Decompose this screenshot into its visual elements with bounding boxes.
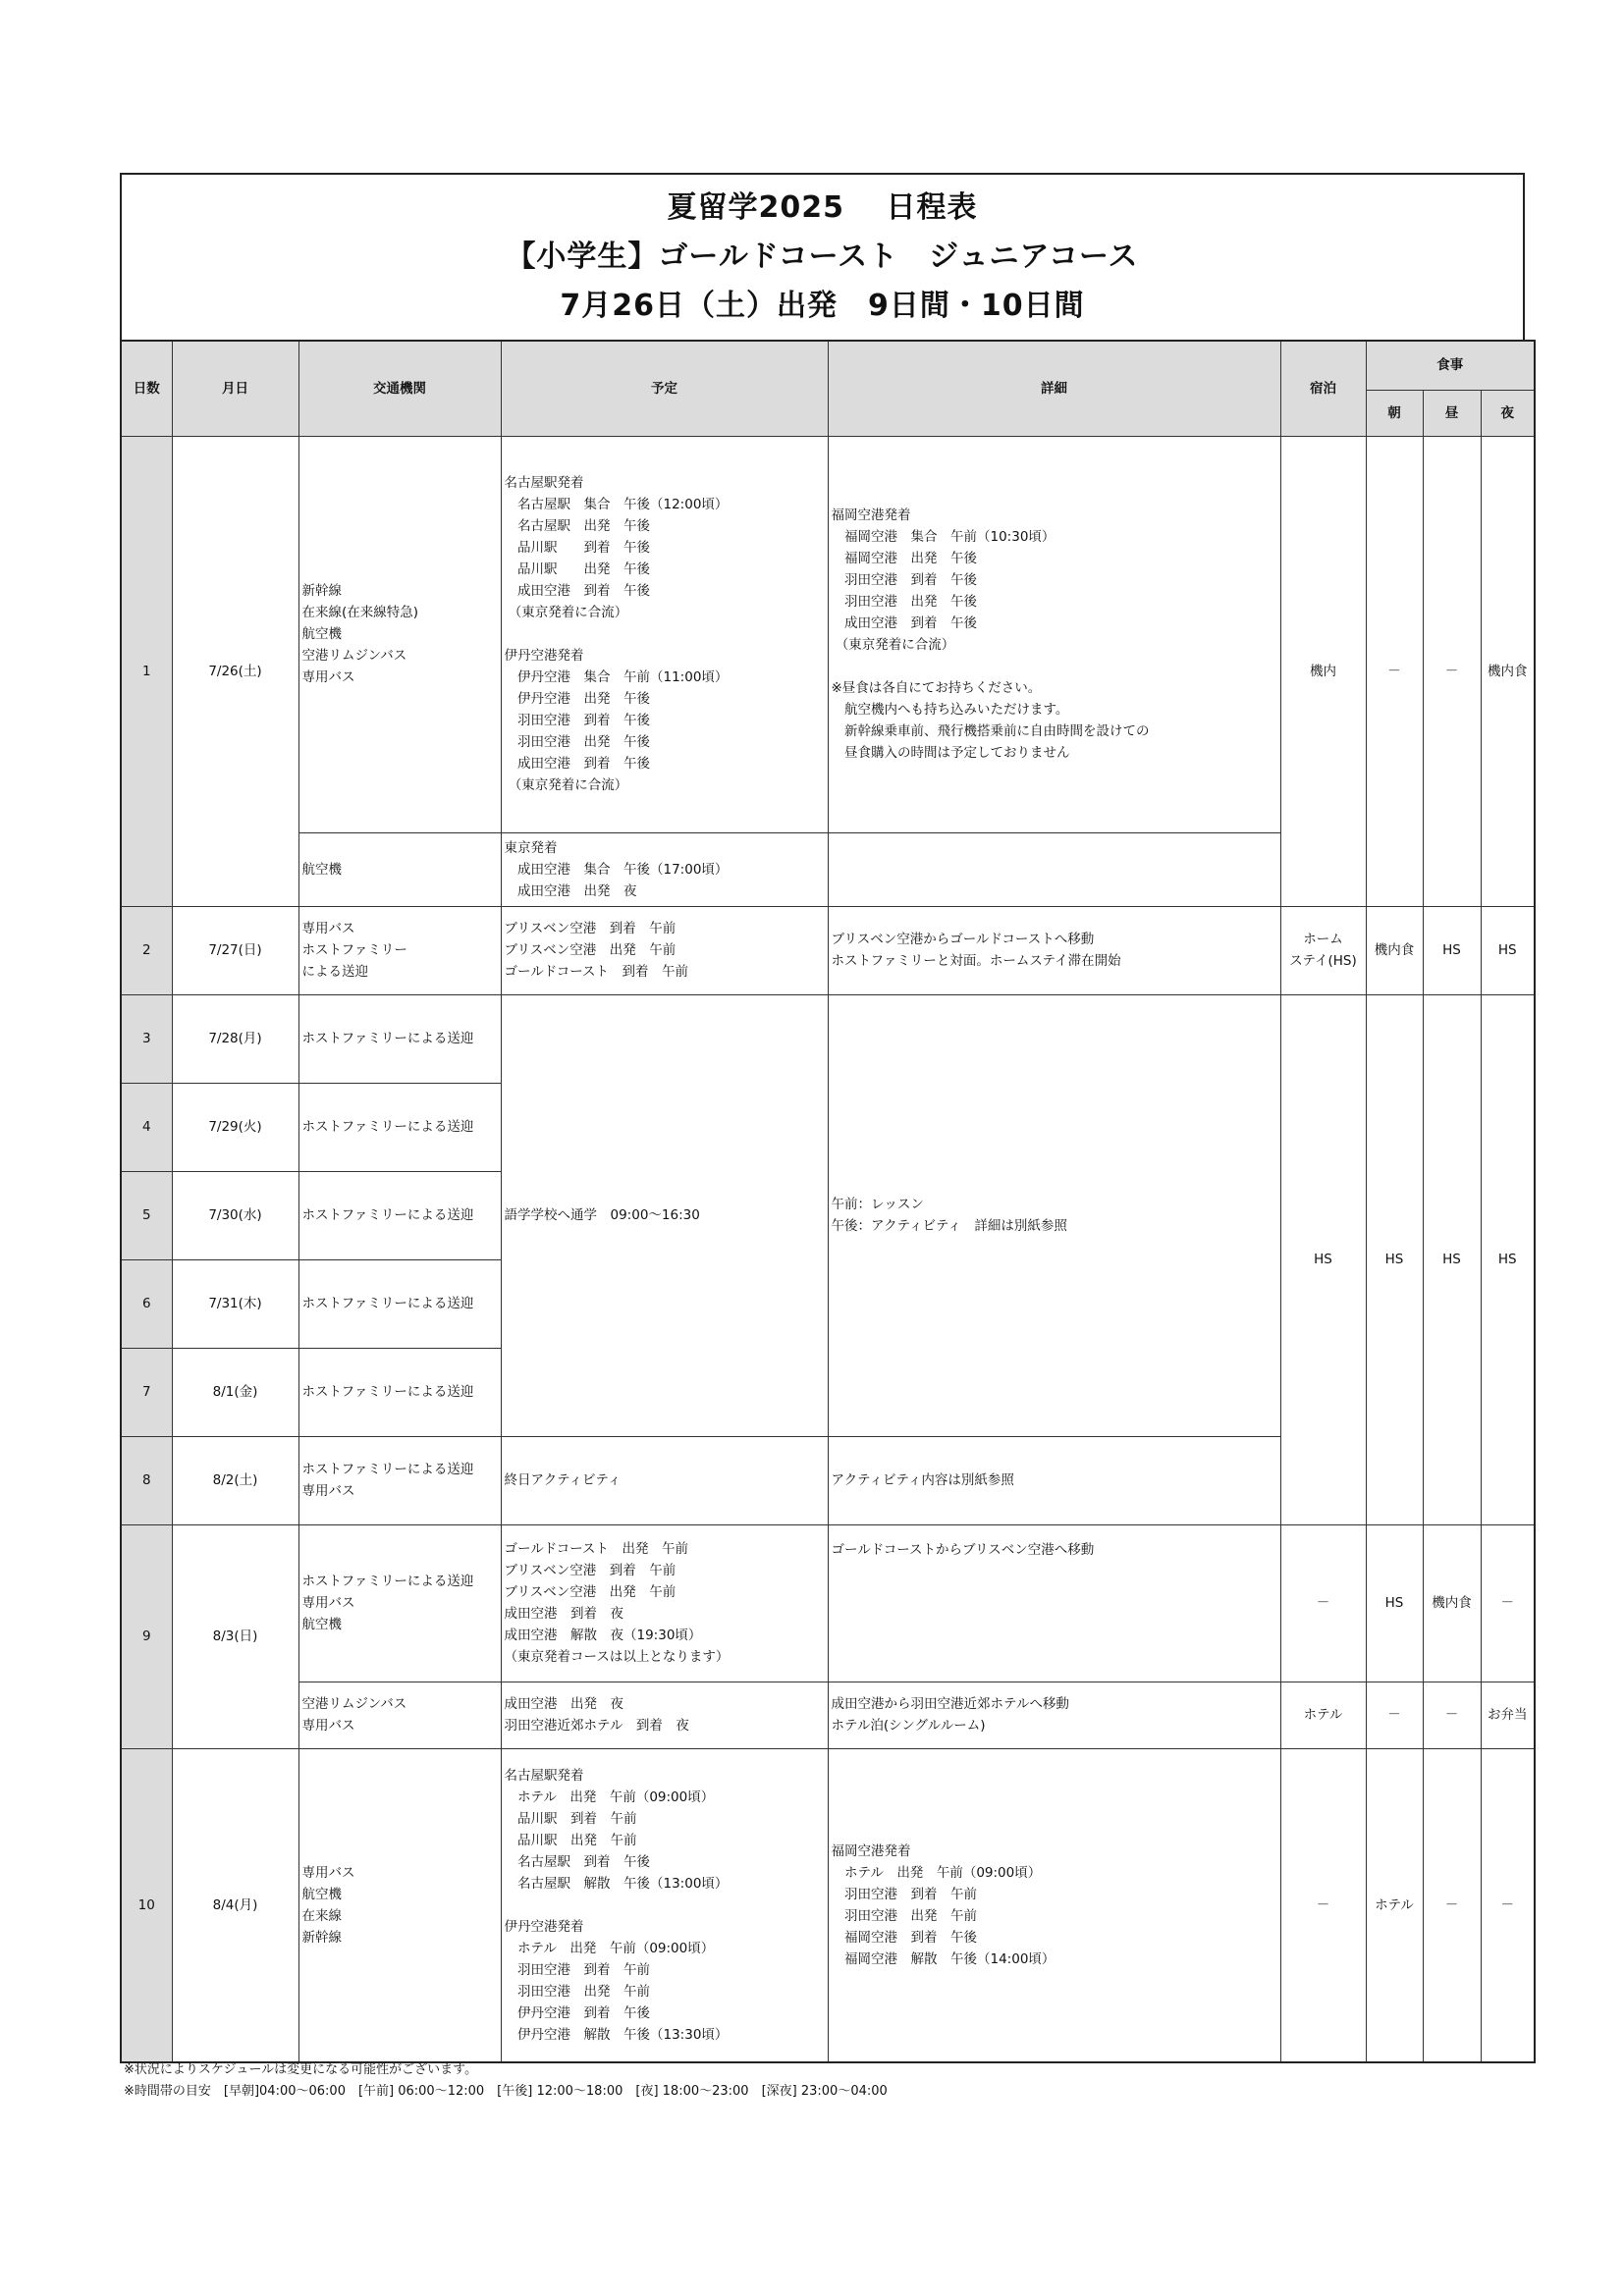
lunch-cell: 機内食 bbox=[1423, 1524, 1481, 1682]
lunch-cell: － bbox=[1423, 1748, 1481, 2062]
transport-cell: 新幹線 在来線(在来線特急) 航空機 空港リムジンバス 専用バス bbox=[298, 436, 501, 832]
stay-cell: ホテル bbox=[1280, 1682, 1366, 1748]
dinner-cell: － bbox=[1481, 1748, 1535, 2062]
day-number: 1 bbox=[121, 436, 172, 906]
table-row bbox=[121, 906, 1535, 994]
breakfast-cell: ホテル bbox=[1366, 1748, 1423, 2062]
footnote-time-guide: ※時間帯の目安 [早朝]04:00～06:00 [午前] 06:00～12:00 [午後] 12:00～18:00 [夜] 18:00～23:00 [深夜] 23:00～04:00 bbox=[124, 2084, 888, 2099]
stay-cell: 機内 bbox=[1280, 436, 1366, 906]
transport-cell: ホストファミリーによる送迎 bbox=[298, 1171, 501, 1259]
day-number: 4 bbox=[121, 1083, 172, 1171]
day-number: 8 bbox=[121, 1436, 172, 1524]
detail-cell: ゴールドコーストからブリスベン空港へ移動 bbox=[828, 1524, 1280, 1682]
transport-cell: 航空機 bbox=[298, 832, 501, 906]
detail-cell: ブリスベン空港からゴールドコーストへ移動 ホストファミリーと対面。ホームステイ滞在開始 bbox=[828, 906, 1280, 994]
dinner-cell: 機内食 bbox=[1481, 436, 1535, 906]
stay-cell: － bbox=[1280, 1524, 1366, 1682]
breakfast-cell: HS bbox=[1366, 1524, 1423, 1682]
header-detail: 詳細 bbox=[828, 341, 1280, 436]
date-cell: 7/26(土) bbox=[172, 436, 298, 906]
date-cell: 7/29(火) bbox=[172, 1083, 298, 1171]
header-meals: 食事 bbox=[1366, 341, 1535, 390]
table-row bbox=[121, 1524, 1535, 1682]
lunch-cell: － bbox=[1423, 436, 1481, 906]
transport-cell: 専用バス ホストファミリー による送迎 bbox=[298, 906, 501, 994]
breakfast-cell: 機内食 bbox=[1366, 906, 1423, 994]
stay-cell: ホーム ステイ(HS) bbox=[1280, 906, 1366, 994]
header-stay: 宿泊 bbox=[1280, 341, 1366, 436]
day-number: 7 bbox=[121, 1348, 172, 1436]
transport-cell: 専用バス 航空機 在来線 新幹線 bbox=[298, 1748, 501, 2062]
header-transport: 交通機関 bbox=[298, 341, 501, 436]
header-plan: 予定 bbox=[501, 341, 828, 436]
header-lunch: 昼 bbox=[1423, 390, 1481, 436]
day-number: 2 bbox=[121, 906, 172, 994]
table-row bbox=[121, 436, 1535, 832]
header-breakfast: 朝 bbox=[1366, 390, 1423, 436]
dinner-cell: － bbox=[1481, 1524, 1535, 1682]
title-block bbox=[120, 173, 1525, 340]
day-number: 6 bbox=[121, 1259, 172, 1348]
detail-cell: 午前：レッスン 午後：アクティビティ 詳細は別紙参照 bbox=[828, 994, 1280, 1436]
transport-cell: ホストファミリーによる送迎 bbox=[298, 1083, 501, 1171]
transport-cell: ホストファミリーによる送迎 bbox=[298, 1259, 501, 1348]
stay-cell: HS bbox=[1280, 994, 1366, 1524]
date-cell: 8/1(金) bbox=[172, 1348, 298, 1436]
date-cell: 7/28(月) bbox=[172, 994, 298, 1083]
footnote-schedule-change: ※状況によりスケジュールは変更になる可能性がございます。 bbox=[124, 2062, 478, 2077]
stay-cell: － bbox=[1280, 1748, 1366, 2062]
plan-cell: 名古屋駅発着 名古屋駅 集合 午後（12:00頃） 名古屋駅 出発 午後 品川駅 到着 午後 品川駅 出発 午後 成田空港 到着 午後 （東京発着に合流） 伊丹空港発着 伊丹空港 集合 午前（11:00頃） 伊丹空港 出発 午後 羽田空港 到着 午後 羽田空港 出発 午後 成田空港 到着 午後 （東京発着に合流） bbox=[501, 436, 828, 832]
transport-cell: ホストファミリーによる送迎 専用バス bbox=[298, 1436, 501, 1524]
day-number: 3 bbox=[121, 994, 172, 1083]
lunch-cell: HS bbox=[1423, 906, 1481, 994]
date-cell: 7/27(日) bbox=[172, 906, 298, 994]
date-cell: 7/30(水) bbox=[172, 1171, 298, 1259]
title-line-3: 7月26日（土）出発 9日間・10日間 bbox=[560, 289, 1085, 323]
date-cell: 7/31(木) bbox=[172, 1259, 298, 1348]
lunch-cell: － bbox=[1423, 1682, 1481, 1748]
date-cell: 8/4(月) bbox=[172, 1748, 298, 2062]
schedule-sheet bbox=[120, 173, 1528, 2063]
table-row bbox=[121, 994, 1535, 1083]
table-row bbox=[121, 1682, 1535, 1748]
dinner-cell: お弁当 bbox=[1481, 1682, 1535, 1748]
plan-cell: 東京発着 成田空港 集合 午後（17:00頃） 成田空港 出発 夜 bbox=[501, 832, 828, 906]
dinner-cell: HS bbox=[1481, 994, 1535, 1524]
transport-cell: 空港リムジンバス 専用バス bbox=[298, 1682, 501, 1748]
breakfast-cell: － bbox=[1366, 1682, 1423, 1748]
transport-cell: ホストファミリーによる送迎 bbox=[298, 994, 501, 1083]
header-dinner: 夜 bbox=[1481, 390, 1535, 436]
plan-cell: ゴールドコースト 出発 午前 ブリスベン空港 到着 午前 ブリスベン空港 出発 午前 成田空港 到着 夜 成田空港 解散 夜（19:30頃） （東京発着コースは以上となります） bbox=[501, 1524, 828, 1682]
plan-cell: ブリスベン空港 到着 午前 ブリスベン空港 出発 午前 ゴールドコースト 到着 午前 bbox=[501, 906, 828, 994]
schedule-table bbox=[120, 340, 1536, 2063]
detail-cell: アクティビティ内容は別紙参照 bbox=[828, 1436, 1280, 1524]
plan-cell: 成田空港 出発 夜 羽田空港近郊ホテル 到着 夜 bbox=[501, 1682, 828, 1748]
day-number: 10 bbox=[121, 1748, 172, 2062]
breakfast-cell: HS bbox=[1366, 994, 1423, 1524]
plan-cell: 名古屋駅発着 ホテル 出発 午前（09:00頃） 品川駅 到着 午前 品川駅 出発 午前 名古屋駅 到着 午後 名古屋駅 解散 午後（13:00頃） 伊丹空港発着 ホテル 出発 午前（09:00頃） 羽田空港 到着 午前 羽田空港 出発 午前 伊丹空港 到着 午後 伊丹空港 解散 午後（13:30頃） bbox=[501, 1748, 828, 2062]
dinner-cell: HS bbox=[1481, 906, 1535, 994]
lunch-cell: HS bbox=[1423, 994, 1481, 1524]
title-line-1: 夏留学2025 日程表 bbox=[667, 190, 978, 225]
breakfast-cell: － bbox=[1366, 436, 1423, 906]
title-line-2: 【小学生】ゴールドコースト ジュニアコース bbox=[506, 240, 1139, 274]
plan-cell: 語学学校へ通学 09:00～16:30 bbox=[501, 994, 828, 1436]
date-cell: 8/3(日) bbox=[172, 1524, 298, 1748]
table-row bbox=[121, 1748, 1535, 2062]
transport-cell: ホストファミリーによる送迎 専用バス 航空機 bbox=[298, 1524, 501, 1682]
day-number: 5 bbox=[121, 1171, 172, 1259]
detail-cell: 福岡空港発着 福岡空港 集合 午前（10:30頃） 福岡空港 出発 午後 羽田空港 到着 午後 羽田空港 出発 午後 成田空港 到着 午後 （東京発着に合流） ※昼食は各自にてお持ちください。 航空機内へも持ち込みいただけます。 新幹線乗車前、飛行機搭乗前に自由時間を設けての 昼食購入の時間は予定しておりません bbox=[828, 436, 1280, 832]
transport-cell: ホストファミリーによる送迎 bbox=[298, 1348, 501, 1436]
detail-cell bbox=[828, 832, 1280, 906]
detail-cell: 成田空港から羽田空港近郊ホテルへ移動 ホテル泊(シングルルーム) bbox=[828, 1682, 1280, 1748]
header-day: 日数 bbox=[121, 341, 172, 436]
plan-cell: 終日アクティビティ bbox=[501, 1436, 828, 1524]
detail-cell: 福岡空港発着 ホテル 出発 午前（09:00頃） 羽田空港 到着 午前 羽田空港 出発 午前 福岡空港 到着 午後 福岡空港 解散 午後（14:00頃） bbox=[828, 1748, 1280, 2062]
date-cell: 8/2(土) bbox=[172, 1436, 298, 1524]
header-date: 月日 bbox=[172, 341, 298, 436]
day-number: 9 bbox=[121, 1524, 172, 1748]
